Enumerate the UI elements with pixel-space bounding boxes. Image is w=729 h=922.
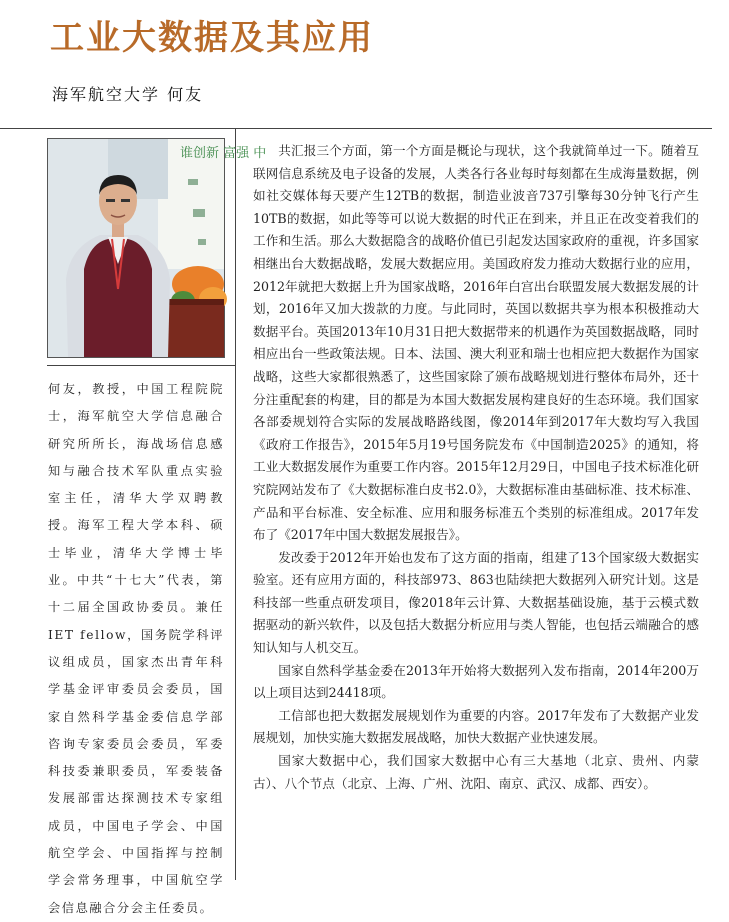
column-divider [235, 128, 236, 880]
author-bio: 何友，教授，中国工程院院士，海军航空大学信息融合研究所所长，海战场信息感知与融合技术军队重点实验室主任，清华大学双聘教授。海军工程大学本科、硕士毕业，清华大学博士毕业。中共“十七大”代表，第十二届全国政协委员。兼任IET fellow，国务院学科评议组成员，国家杰出青年科学基金评审委员会委员，国家自然科学基金委信息学部咨询专家委员会委员，军委科技委兼职委员，军委装备发展部雷达探测技术专家组成员，中国电子学会、中国航空学会、中国指挥与控制学会常务理事，中国航空学会信息融合分会主任委员。 [48, 382, 224, 915]
body-paragraph: 国家大数据中心，我们国家大数据中心有三大基地（北京、贵州、内蒙古）、八个节点（北京、上海、广州、沈阳、南京、武汉、成都、西安）。 [253, 753, 699, 791]
body-paragraph: 共汇报三个方面，第一个方面是概论与现状，这个我就简单过一下。随着互联网信息系统及电子设备的发展，人类各行各业每时每刻都在生成海量数据，例如社交媒体每天要产生12TB的数据，制造业波音737引擎每30分钟飞行产生10TB的数据，如此等等可以说大数据的时代正在到来，并且正在改变着我们的工作和生活。那么大数据隐含的战略价值已引起发达国家政府的重视，许多国家相继出台大数据战略，发展大数据应用。美国政府发力推动大数据行业的应用，2012年就把大数据上升为国家战略，2016年白宫出台联盟发展大数据发展的计划，2016年又加大拨款的力度。与此同时，英国以数据共享为根本积极推动大数据平台。英国2013年10月31日把大数据带来的机遇作为英国数据战略，同时相应出台一些政策法规。日本、法国、澳大利亚和瑞士也相应把大数据作为国家战略，这些大家都很熟悉了，这些国家除了颁布战略规划进行整体布局外，还十分注重配套的构建，目的都是为本国大数据发展构建良好的生态环境。我们国家各部委规划符合实际的发展战略路线图，像2014年到2017年大数均写入我国《政府工作报告》，2015年5月19号国务院发布《中国制造2025》的通知，将工业大数据发展作为重要工作内容。2015年12月29日，中国电子技术标准化研究院网站发布了《大数据标准白皮书2.0》，大数据标准由基础标准、技术标准、产品和平台标准、安全标准、应用和服务标准五个类别的标准组成。2017年发布了《2017年中国大数据发展报告》。 [253, 143, 699, 543]
body-paragraph: 工信部也把大数据发展规划作为重要的内容。2017年发布了大数据产业发展规划，加快实施大数据发展战略，加快大数据产业快速发展。 [253, 707, 699, 746]
photo-backdrop-text: 谁创新 富强 中 [180, 146, 267, 161]
body-paragraph: 发改委于2012年开始也发布了这方面的指南，组建了13个国家级大数据实验室。还有应用方面的，科技部973、863也陆续把大数据列入研究计划。这是科技部一些重点研发项目，像2018年云计算、大数据基础设施，基于云模式数据驱动的新兴软件，以及包括大数据分析应用与类人智能，也包括云端融合的感知认知与人机交互。 [253, 549, 699, 656]
sidebar-divider [47, 365, 235, 366]
article-title: 工业大数据及其应用 [50, 18, 374, 58]
author-photo-illustration [48, 139, 267, 357]
article-body [253, 140, 699, 795]
article-author: 海军航空大学 何友 [52, 85, 204, 104]
author-photo [47, 138, 267, 358]
header-divider [0, 128, 712, 129]
body-paragraph: 国家自然科学基金委在2013年开始将大数据列入发布指南，2014年200万以上项目达到24418项。 [253, 662, 699, 701]
